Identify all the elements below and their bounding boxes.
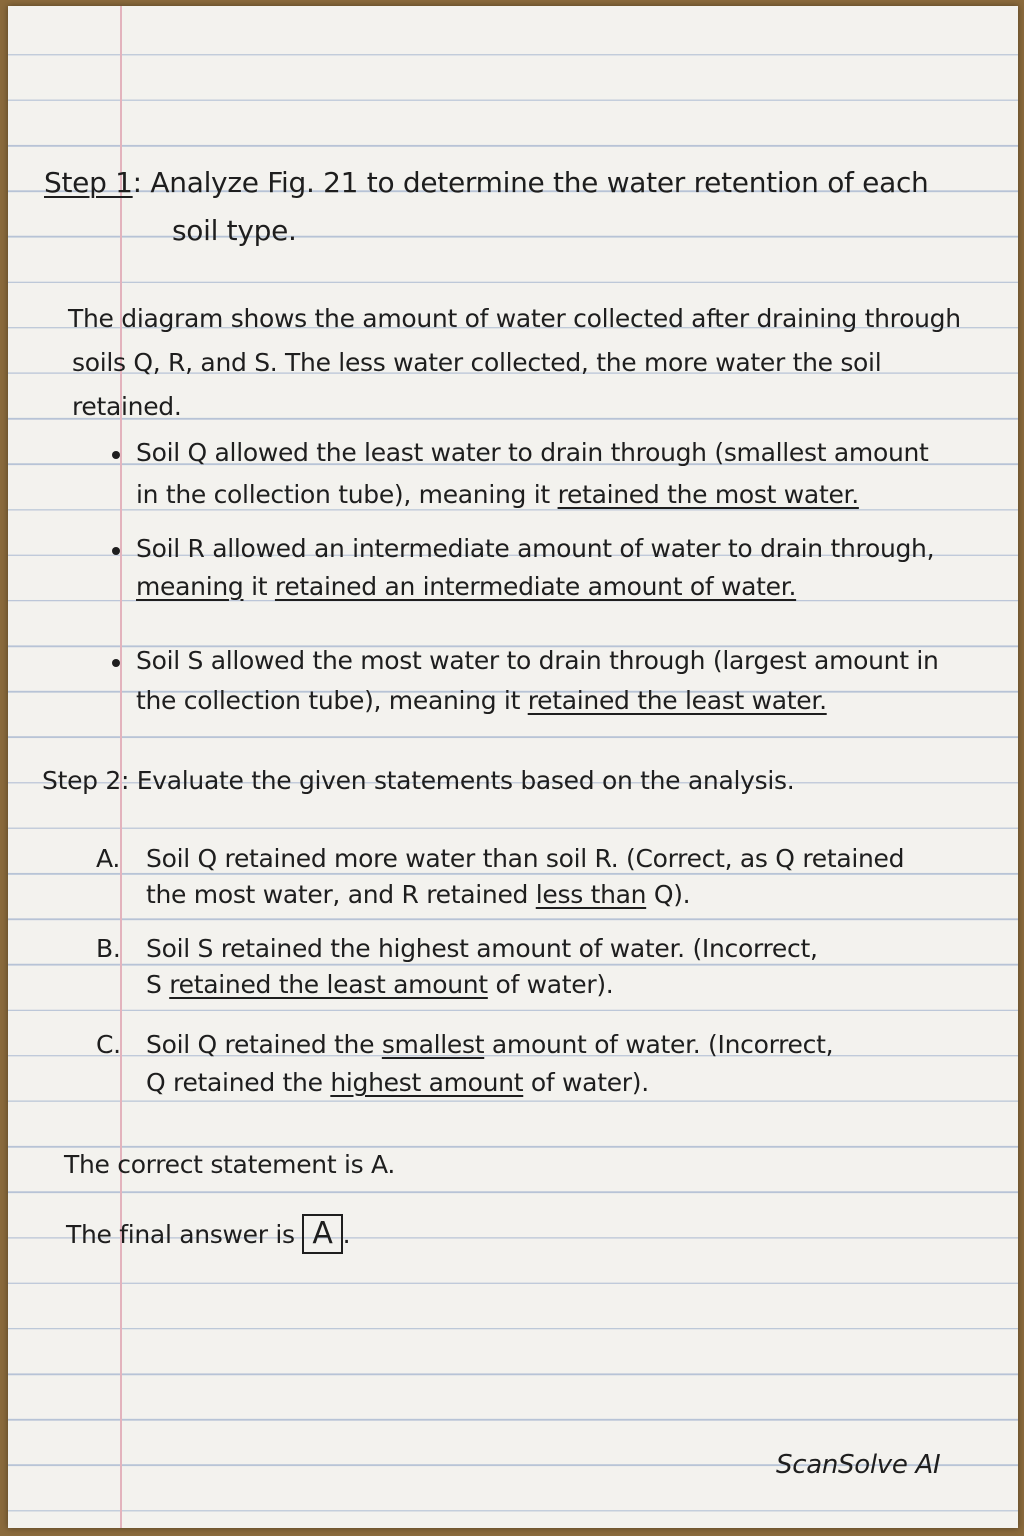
bullet-dot (112, 451, 120, 459)
statement-c-line1 (146, 1028, 833, 1062)
statement-b-letter: B. (96, 934, 121, 963)
signature: ScanSolve AI (776, 1450, 941, 1480)
final-answer-prefix: The final answer is (66, 1220, 295, 1249)
bullet2-line2 (136, 570, 796, 604)
bullet3-line1: Soil S allowed the most water to drain through (largest amount in (136, 646, 939, 675)
statement-b-line2-underlined: retained the least amount (169, 970, 488, 999)
final-answer-box: A (302, 1214, 342, 1254)
bullet3-line2-underlined: retained the least water. (527, 686, 827, 715)
intro-line3: retained. (72, 392, 182, 421)
statement-c-line2-tail: of water). (523, 1068, 649, 1097)
notebook-page (8, 6, 1018, 1528)
statement-a-letter: A. (96, 844, 121, 873)
statement-b-line2 (146, 968, 613, 1002)
step1-title-line2: soil type. (172, 214, 297, 247)
bullet-dot (112, 659, 120, 667)
conclusion: The correct statement is A. (64, 1150, 396, 1179)
statement-c-line1-underlined: smallest (381, 1030, 485, 1059)
bullet3-line2 (136, 684, 827, 718)
statement-b-line1: Soil S retained the highest amount of water. (Incorrect, (146, 934, 818, 963)
bullet2-line2-underlined-b: retained an intermediate amount of water. (274, 572, 797, 601)
statement-a-line2-tail: Q). (646, 880, 691, 909)
intro-line1: The diagram shows the amount of water collected after draining through (68, 304, 961, 333)
final-answer (66, 1214, 350, 1254)
statement-c-line1-plain: Soil Q retained the (146, 1030, 382, 1059)
step2-heading: Step 2: Evaluate the given statements based on the analysis. (42, 766, 795, 795)
bullet1-line2 (136, 478, 859, 512)
statement-c-line2 (146, 1066, 649, 1100)
bullet2-line2-underlined-a: meaning (136, 572, 244, 601)
statement-c-letter: C. (96, 1030, 121, 1059)
statement-a-line1: Soil Q retained more water than soil R. (Correct, as Q retained (146, 844, 905, 873)
bullet3-line2-plain: the collection tube), meaning it (136, 686, 528, 715)
statement-a-line2 (146, 878, 690, 912)
final-answer-suffix: . (342, 1220, 351, 1249)
bullet2-line1: Soil R allowed an intermediate amount of water to drain through, (136, 534, 935, 563)
statement-b-line2-tail: of water). (487, 970, 614, 999)
statement-a-line2-plain: the most water, and R retained (146, 880, 536, 909)
intro-line2: soils Q, R, and S. The less water collected, the more water the soil (72, 348, 882, 377)
step1-colon: : (132, 166, 151, 199)
statement-a-line2-underlined: less than (535, 880, 647, 909)
bullet1-line2-plain: in the collection tube), meaning it (136, 480, 558, 509)
statement-c-line2-underlined: highest amount (330, 1068, 524, 1097)
statement-b-line2-plain: S (146, 970, 170, 999)
bullet-dot (112, 547, 120, 555)
step1-heading (44, 166, 929, 200)
bullet2-line2-plain: it (243, 572, 275, 601)
bullet1-line1: Soil Q allowed the least water to drain through (smallest amount (136, 438, 929, 467)
bullet1-line2-underlined: retained the most water. (557, 480, 859, 509)
statement-c-line1-tail: amount of water. (Incorrect, (484, 1030, 834, 1059)
step1-title-line1: Analyze Fig. 21 to determine the water retention of each (150, 166, 929, 199)
step1-label: Step 1 (44, 166, 133, 199)
statement-c-line2-plain: Q retained the (146, 1068, 331, 1097)
